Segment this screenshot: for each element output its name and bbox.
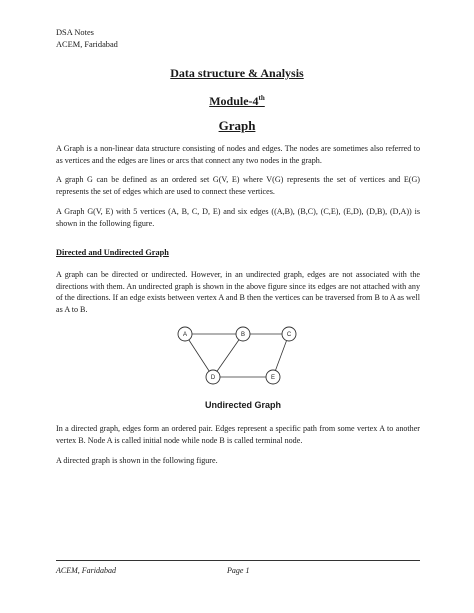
module-title	[0, 94, 474, 109]
node-label-c: C	[286, 332, 292, 338]
edge-d-a	[182, 332, 213, 377]
header-line-1: DSA Notes	[56, 28, 94, 37]
node-label-b: B	[240, 332, 246, 338]
node-label-e: E	[270, 375, 276, 381]
node-label-a: A	[182, 332, 188, 338]
document-title: Data structure & Analysis	[170, 66, 304, 80]
topic-title: Graph	[218, 118, 256, 133]
paragraph-directed: In a directed graph, edges form an ordered pair. Edges represent a specific path from some vertex A to another vertex B. Node A is called initial node while node B is called terminal node.	[56, 424, 420, 445]
paragraph-graph-definition: A Graph is a non-linear data structure consisting of nodes and edges. The nodes are sometimes also referred to as vertices and the edges are lines or arcs that connect any two nodes in the graph.	[56, 144, 420, 165]
node-label-d: D	[210, 375, 216, 381]
page-header	[56, 27, 118, 51]
footer-divider	[56, 560, 420, 561]
paragraph-ordered-set: A graph G can be defined as an ordered set G(V, E) where V(G) represents the set of vertices and E(G) represents the set of edges which are used to connect these vertices.	[56, 175, 420, 196]
undirected-graph-figure	[168, 322, 318, 414]
footer-institution: ACEM, Faridabad	[56, 566, 116, 575]
section-heading-directed-undirected: Directed and Undirected Graph	[56, 248, 169, 257]
paragraph-undirected: A graph can be directed or undirected. However, in an undirected graph, edges are not associated with the directions with them. An undirected graph is shown in the above figure since its edges are not attached with any of the directions. If an edge exists between vertex A and B then the vertices can be traversed from B to A as well as A to B.	[56, 270, 420, 314]
graph-diagram	[168, 322, 318, 400]
paragraph-directed-figure-ref: A directed graph is shown in the following figure.	[56, 456, 218, 465]
paragraph-example-graph: A Graph G(V, E) with 5 vertices (A, B, C, D, E) and six edges ((A,B), (B,C), (C,E), (E,D), (D,B), (D,A)) is shown in the following figure.	[56, 207, 420, 228]
edge-d-b	[213, 332, 246, 377]
footer-page-number: Page 1	[227, 566, 250, 575]
module-title-text: Module-4	[209, 94, 259, 108]
figure-caption: Undirected Graph	[204, 400, 281, 410]
module-title-sup: th	[258, 94, 265, 102]
header-line-2: ACEM, Faridabad	[56, 40, 118, 49]
